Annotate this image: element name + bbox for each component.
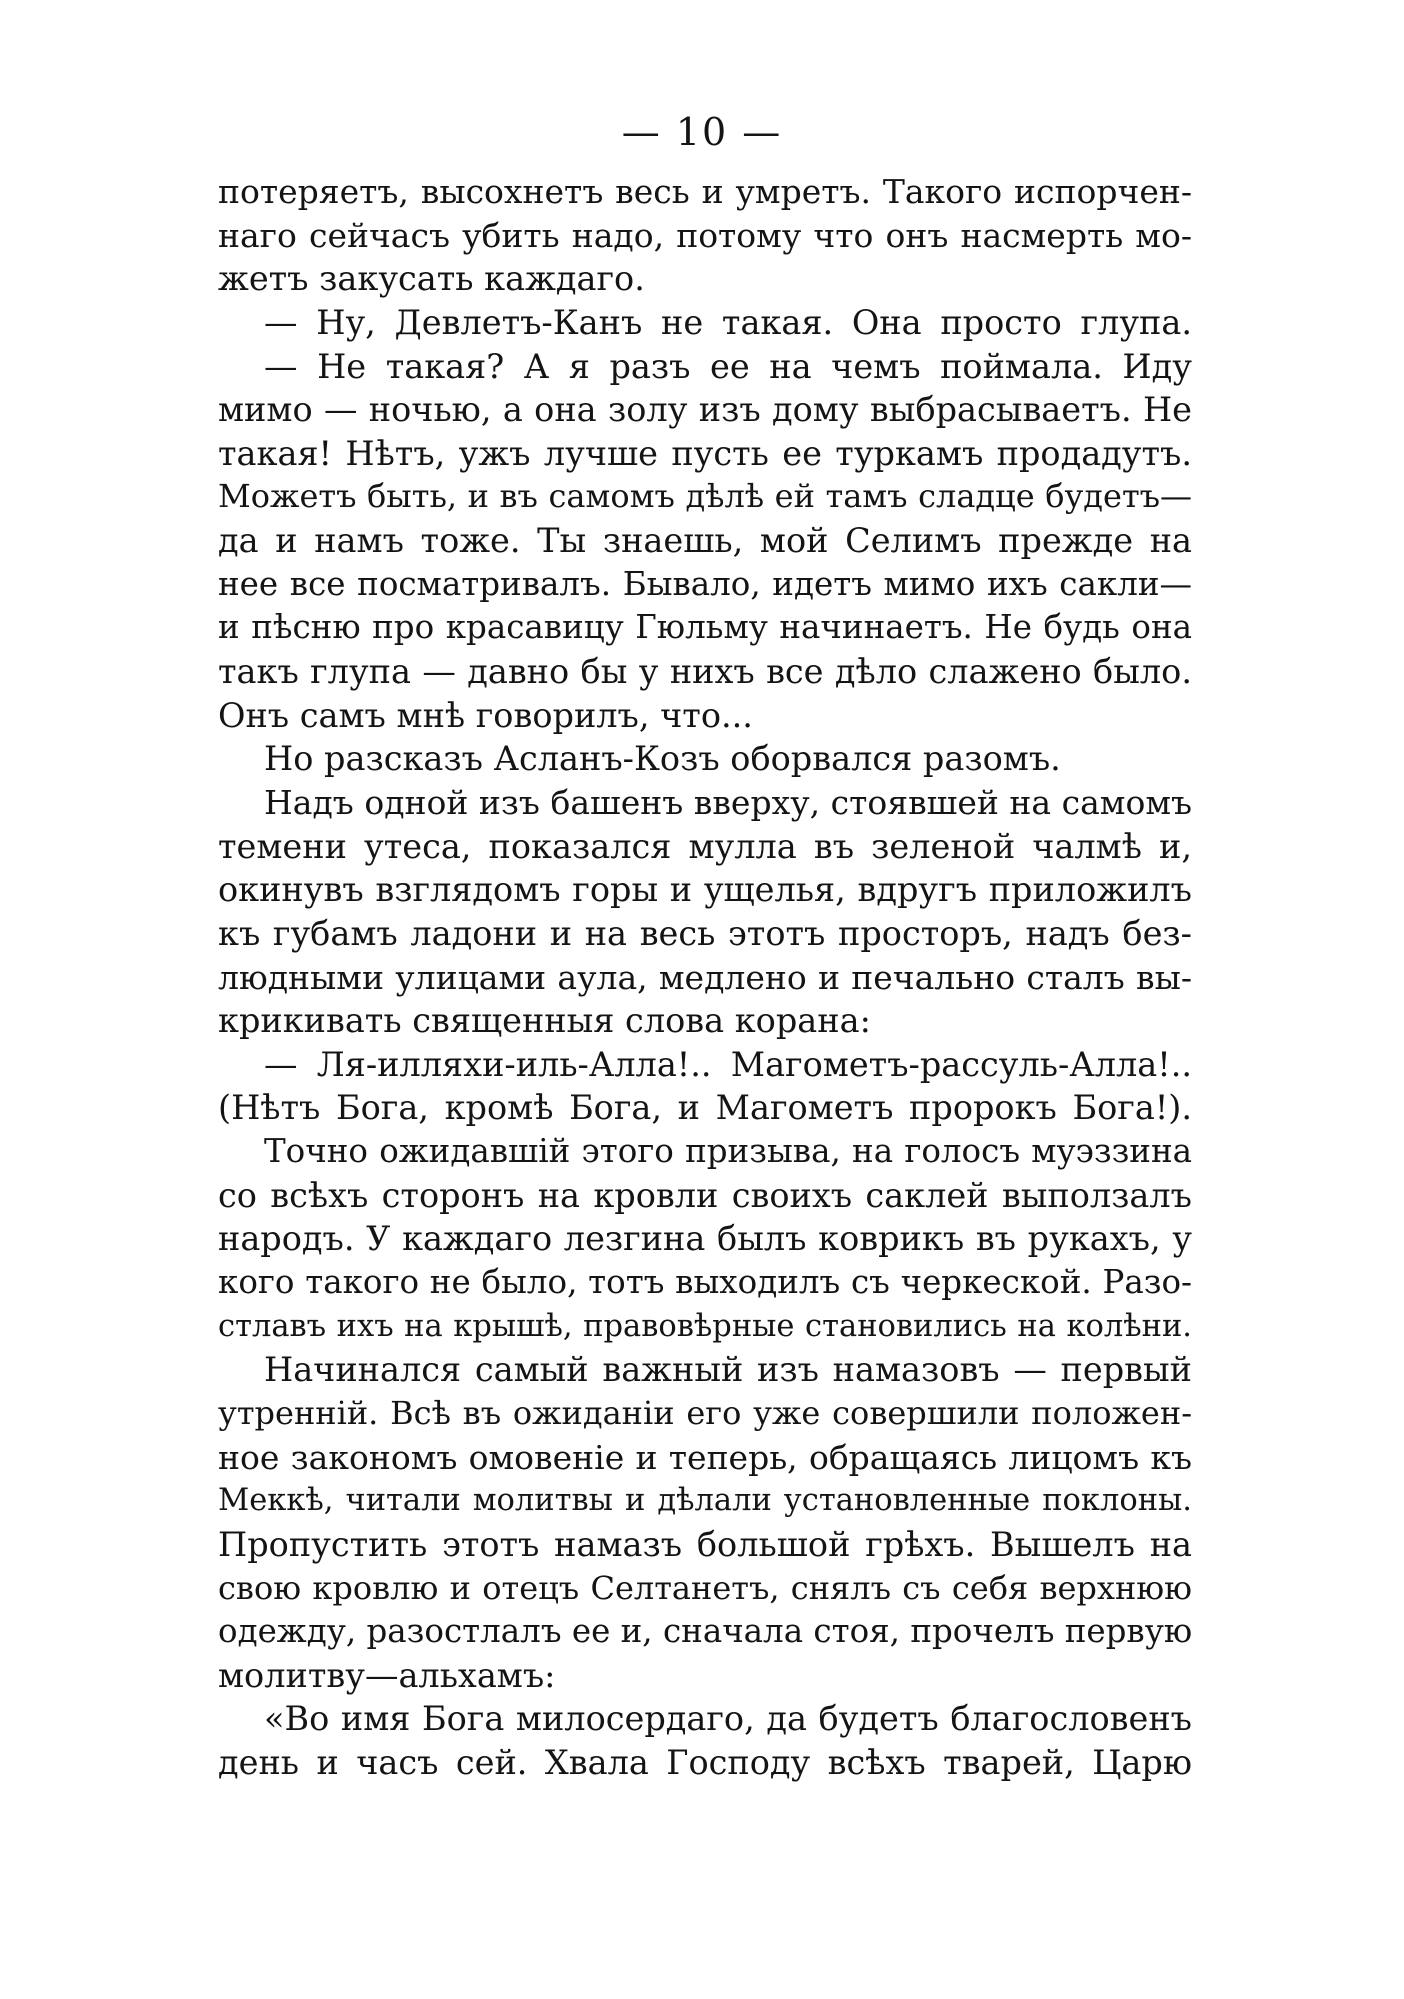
text-line: со всѣхъ сторонъ на кровли своихъ саклей выползалъ	[218, 1175, 1192, 1215]
text-line: такъ глупа — давно бы у нихъ все дѣло слажено было.	[218, 652, 1192, 692]
text-line: (Нѣтъ Бога, кромѣ Бога, и Магометъ пророкъ Бога!).	[218, 1088, 1192, 1128]
text-line: мимо — ночью, а она золу изъ дому выбрасываетъ. Не	[218, 390, 1192, 430]
text-line: Можетъ быть, и въ самомъ дѣлѣ ей тамъ сладце будетъ—	[218, 477, 1192, 516]
text-line: стлавъ ихъ на крышѣ, правовѣрные становились на колѣни.	[218, 1308, 1192, 1344]
text-line: — Не такая? А я разъ ее на чемъ поймала. Иду	[264, 346, 1192, 386]
text-line: — Ну, Девлетъ-Канъ не такая. Она просто глупа.	[264, 302, 1192, 342]
text-line: потеряетъ, высохнетъ весь и умретъ. Такого испорчен-	[218, 172, 1192, 211]
text-line: темени утеса, показался мулла въ зеленой чалмѣ и,	[218, 826, 1192, 866]
text-line: молитву—альхамъ:	[218, 1655, 556, 1695]
text-line: крикивать священныя слова корана:	[218, 1001, 871, 1041]
text-line: Точно ожидавшій этого призыва, на голосъ муэззина	[264, 1132, 1192, 1171]
text-line: да и намъ тоже. Ты знаешь, мой Селимъ прежде на	[218, 521, 1192, 561]
text-line: окинувъ взглядомъ горы и ущелья, вдругъ приложилъ	[218, 870, 1192, 910]
text-line: Онъ самъ мнѣ говорилъ, что...	[218, 695, 753, 735]
text-line: наго сейчасъ убить надо, потому что онъ насмерть мо-	[218, 215, 1192, 255]
text-line: Меккѣ, читали молитвы и дѣлали установленные поклоны.	[218, 1483, 1192, 1519]
text-line: кого такого не было, тотъ выходилъ съ черкеской. Разо-	[218, 1263, 1192, 1302]
text-line: день и часъ сей. Хвала Господу всѣхъ тварей, Царю	[218, 1743, 1192, 1783]
text-line: — Ля-илляхи-иль-Алла!.. Магометъ-рассуль-Алла!..	[264, 1044, 1192, 1084]
text-line: такая! Нѣтъ, ужъ лучше пусть ее туркамъ продадутъ.	[218, 433, 1192, 473]
text-line: народъ. У каждаго лезгина былъ коврикъ въ рукахъ, у	[218, 1219, 1192, 1259]
text-line: Пропустить этотъ намазъ большой грѣхъ. Вышелъ на	[218, 1524, 1192, 1564]
text-line: «Во имя Бога милосердаго, да будетъ благословенъ	[264, 1699, 1192, 1739]
text-line: нее все посматривалъ. Бывало, идетъ мимо ихъ сакли—	[218, 564, 1192, 603]
text-line: къ губамъ ладони и на весь этотъ просторъ, надъ без-	[218, 913, 1192, 953]
text-line: утренній. Всѣ въ ожиданіи его уже совершили положен-	[218, 1393, 1192, 1432]
text-line: одежду, разостлалъ ее и, сначала стоя, прочелъ первую	[218, 1612, 1193, 1651]
page-number: — 10 —	[621, 110, 783, 154]
text-line: Надъ одной изъ башенъ вверху, стоявшей на самомъ	[264, 782, 1192, 822]
body-text	[218, 170, 1192, 1785]
text-line: Начинался самый важный изъ намазовъ — первый	[264, 1350, 1192, 1390]
text-line: Но разсказъ Асланъ-Козъ оборвался разомъ.	[264, 739, 1061, 779]
text-line: и пѣсню про красавицу Гюльму начинаетъ. Не будь она	[218, 608, 1192, 647]
text-line: свою кровлю и отецъ Селтанетъ, снялъ съ себя верхнюю	[218, 1568, 1192, 1607]
text-line: ное закономъ омовеніе и теперь, обращаясь лицомъ къ	[218, 1437, 1192, 1477]
text-line: людными улицами аула, медлено и печально сталъ вы-	[218, 957, 1192, 997]
text-line: жетъ закусать каждаго.	[218, 259, 645, 299]
